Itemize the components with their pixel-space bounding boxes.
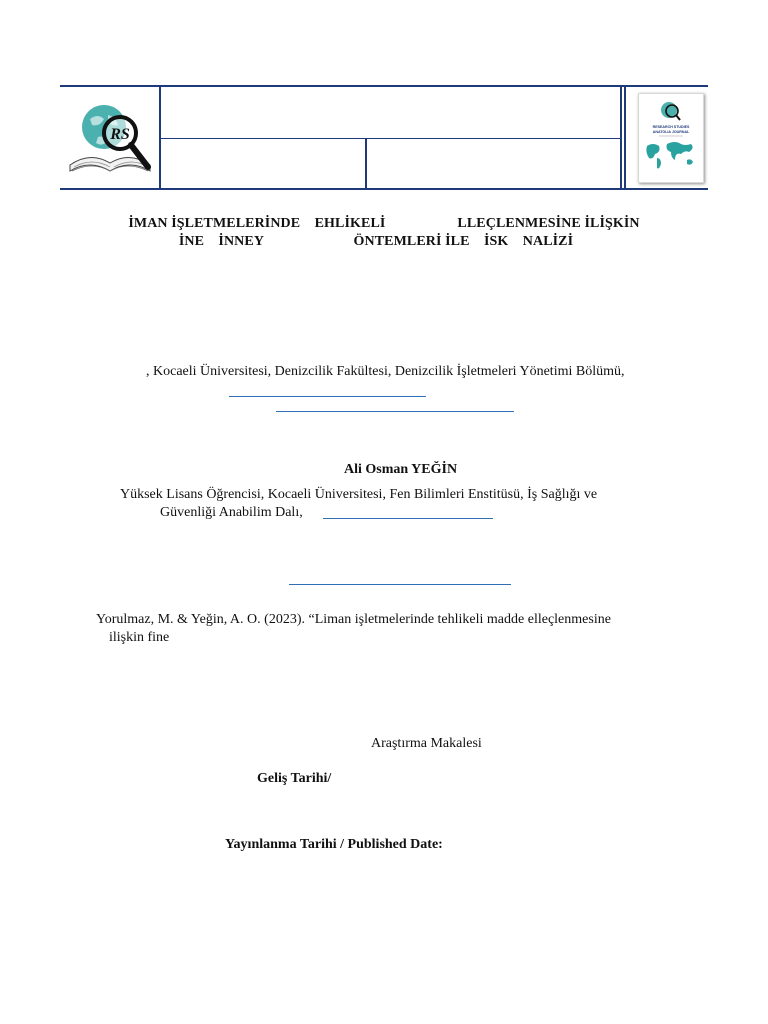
journal-logo — [64, 93, 156, 183]
published-date-label: Yayınlanma Tarihi / Published Date: — [225, 837, 443, 852]
header-divider — [620, 87, 622, 188]
header-divider — [624, 87, 626, 188]
author-2-orcid-link[interactable] — [289, 584, 511, 585]
header-bottom-rule — [60, 188, 708, 190]
svg-text:RS: RS — [110, 126, 130, 143]
author-1-affiliation: , Kocaeli Üniversitesi, Denizcilik Fakültesi, Denizcilik İşletmeleri Yönetimi Bölümü, — [146, 364, 625, 379]
journal-cover-thumbnail — [638, 93, 704, 183]
article-type: Araştırma Makalesi — [371, 736, 482, 751]
author-1-orcid-link[interactable] — [276, 411, 514, 412]
open-book-icon — [70, 157, 150, 171]
header-divider — [159, 87, 161, 188]
article-title-line-2: İNE İNNEY ÖNTEMLERİ İLE İSK NALİZİ — [178, 234, 574, 249]
citation-line-1: Yorulmaz, M. & Yeğin, A. O. (2023). “Liman işletmelerinde tehlikeli madde elleçlenmesine — [96, 612, 611, 627]
author-2-affiliation-line-1: Yüksek Lisans Öğrencisi, Kocaeli Üniversitesi, Fen Bilimleri Enstitüsü, İş Sağlığı ve — [120, 487, 598, 502]
journal-header — [60, 85, 708, 190]
header-divider — [365, 139, 367, 188]
author-2-name: Ali Osman YEĞİN — [344, 462, 458, 477]
world-map-icon — [646, 142, 693, 169]
header-top-rule — [60, 85, 708, 87]
received-date-label: Geliş Tarihi/ — [257, 771, 332, 786]
author-2-affiliation-line-2: Güvenliği Anabilim Dalı, — [160, 505, 303, 520]
header-middle-rule — [160, 138, 620, 139]
svg-text:RESEARCH STUDIES: RESEARCH STUDIES — [652, 125, 690, 129]
article-title-line-1: İMAN İŞLETMELERİNDE EHLİKELİ LLEÇLENMESİNE İLİŞKİN — [128, 216, 640, 231]
author-1-email-link[interactable] — [229, 396, 426, 397]
citation-line-2: ilişkin fine — [109, 630, 170, 645]
author-2-email-link[interactable] — [323, 518, 493, 519]
svg-text:ANATOLIA JOURNAL: ANATOLIA JOURNAL — [652, 130, 690, 134]
